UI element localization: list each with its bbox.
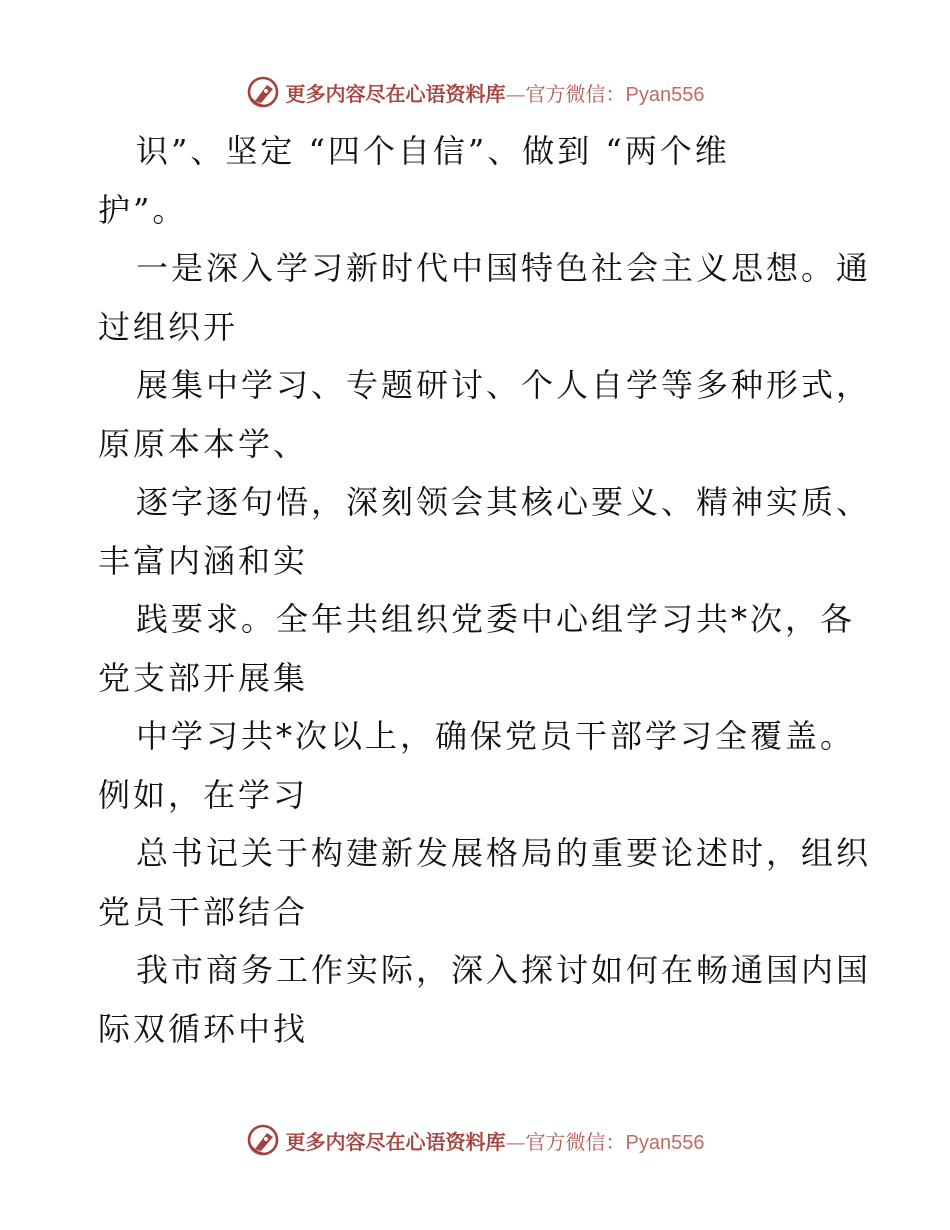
header-watermark <box>0 72 950 112</box>
watermark-main-text: 更多内容尽在心语资料库 <box>285 1129 506 1154</box>
watermark-separator: — <box>505 81 526 106</box>
document-body <box>98 122 872 1058</box>
body-line: 践要求。全年共组织党委中心组学习共*次，各 <box>136 600 856 638</box>
footer-watermark <box>0 1120 950 1160</box>
body-line: 丰富内涵和实 <box>98 541 309 580</box>
body-line: 逐字逐句悟，深刻领会其核心要义、精神实质、 <box>136 483 872 521</box>
body-line: 例如，在学习 <box>98 775 309 814</box>
body-line: 党员干部结合 <box>98 892 309 931</box>
pen-nib-circle-icon <box>246 75 280 109</box>
body-line: 过组织开 <box>98 307 239 346</box>
watermark-main-text: 更多内容尽在心语资料库 <box>285 81 506 106</box>
body-line: 原原本本学、 <box>98 424 309 463</box>
body-line: 党支部开展集 <box>98 658 309 697</box>
watermark-text <box>286 1126 705 1155</box>
watermark-wechat-id: Pyan556 <box>625 1131 705 1154</box>
watermark-suffix-text: 官方微信： <box>525 81 626 106</box>
body-line: 我市商务工作实际，深入探讨如何在畅通国内国 <box>136 951 872 989</box>
watermark-separator: — <box>505 1129 526 1154</box>
body-line: 总书记关于构建新发展格局的重要论述时，组织 <box>136 834 872 872</box>
watermark-wechat-id: Pyan556 <box>625 83 705 106</box>
body-line: 识”、坚定 “四个自信”、做到 “两个维 <box>136 132 730 170</box>
watermark-text <box>286 78 705 107</box>
body-line: 际双循环中找 <box>98 1009 309 1048</box>
body-line: 展集中学习、专题研讨、个人自学等多种形式， <box>136 366 872 404</box>
watermark-suffix-text: 官方微信： <box>525 1129 626 1154</box>
pen-nib-circle-icon <box>246 1123 280 1157</box>
body-line: 中学习共*次以上，确保党员干部学习全覆盖。 <box>136 717 856 755</box>
body-line: 护”。 <box>98 190 188 229</box>
body-line: 一是深入学习新时代中国特色社会主义思想。通 <box>136 249 872 287</box>
